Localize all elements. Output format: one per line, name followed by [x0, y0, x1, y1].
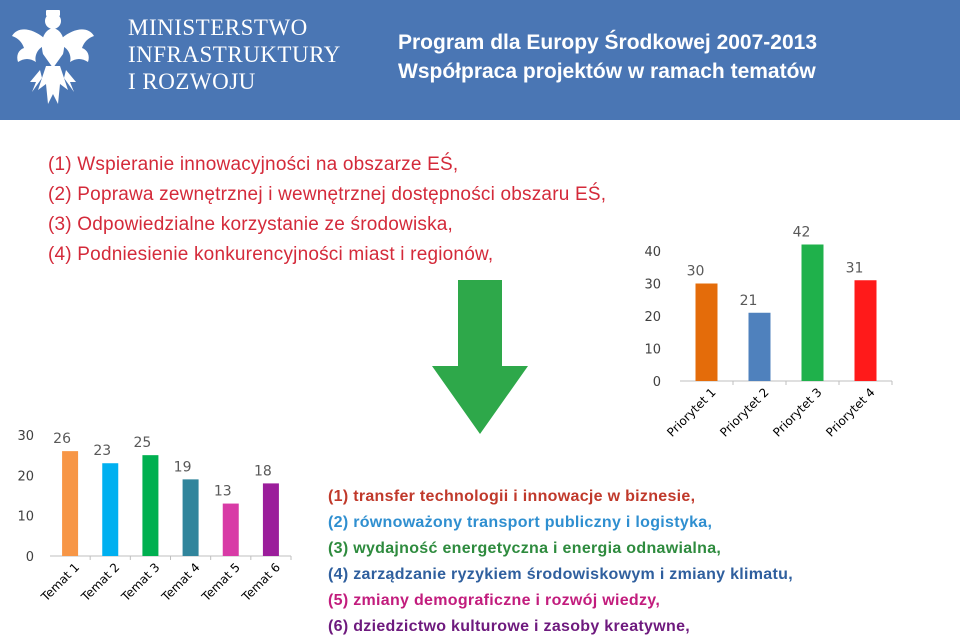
ministry-line-1: MINISTERSTWO [128, 15, 308, 40]
theme-category-label: Temat 3 [118, 560, 163, 604]
theme-bar [223, 504, 239, 556]
priority-data-label: 31 [845, 260, 864, 277]
priority-ytick-label: 10 [644, 342, 661, 358]
priority-category-label: Priorytet 3 [770, 385, 825, 440]
theme-bar [142, 455, 158, 556]
theme-ytick-label: 0 [25, 550, 34, 565]
priority-category-label: Priorytet 2 [717, 385, 772, 440]
theme-data-label: 13 [213, 483, 232, 500]
ministry-line-3: I ROZWOJU [128, 69, 256, 94]
theme-ytick-label: 10 [17, 509, 34, 525]
ministry-line-2: INFRASTRUKTURY [128, 42, 341, 67]
priority-item-1: (1) Wspieranie innowacyjności na obszarze EŚ, [48, 154, 459, 175]
theme-ytick-label: 20 [17, 469, 34, 485]
theme-category-label: Temat 5 [199, 560, 243, 604]
theme-item-1: (1) transfer technologii i innowacje w biznesie, [328, 488, 696, 505]
theme-category-label: Temat 1 [38, 560, 83, 604]
theme-bar [263, 483, 279, 556]
priority-data-label: 30 [686, 263, 705, 280]
theme-item-2: (2) równoważony transport publiczny i logistyka, [328, 514, 713, 531]
priority-item-2: (2) Poprawa zewnętrznej i wewnętrznej dostępności obszaru EŚ, [48, 184, 607, 205]
theme-bar [102, 463, 118, 556]
theme-bar [183, 479, 199, 556]
theme-data-label: 26 [53, 431, 71, 448]
theme-item-6: (6) dziedzictwo kulturowe i zasoby kreatywne, [328, 618, 691, 635]
theme-data-label: 18 [254, 463, 272, 480]
priority-ytick-label: 40 [644, 245, 661, 260]
priority-data-label: 42 [792, 224, 811, 241]
theme-category-label: Temat 4 [158, 560, 203, 604]
theme-data-label: 23 [93, 443, 112, 460]
theme-bar [62, 451, 78, 556]
theme-item-3: (3) wydajność energetyczna i energia odnawialna, [328, 540, 722, 557]
theme-data-label: 25 [133, 435, 152, 452]
priority-ytick-label: 30 [644, 277, 661, 293]
theme-category-label: Temat 2 [78, 560, 123, 604]
priority-category-label: Priorytet 1 [664, 385, 719, 440]
theme-item-4: (4) zarządzanie ryzykiem środowiskowym i zmiany klimatu, [328, 566, 793, 583]
theme-category-label: Temat 6 [239, 560, 284, 604]
priority-data-label: 21 [739, 292, 758, 309]
priority-ytick-label: 0 [652, 375, 661, 390]
theme-ytick-label: 30 [17, 429, 34, 444]
title-line-2: Współpraca projektów w ramach tematów [398, 60, 816, 83]
priority-category-label: Priorytet 4 [823, 385, 878, 440]
theme-data-label: 19 [173, 459, 192, 476]
priority-ytick-label: 20 [644, 310, 661, 325]
theme-item-5: (5) zmiany demograficzne i rozwój wiedzy, [328, 592, 661, 609]
priority-item-4: (4) Podniesienie konkurencyjności miast i regionów, [48, 244, 494, 265]
priority-item-3: (3) Odpowiedzialne korzystanie ze środowiska, [48, 214, 454, 235]
title-line-1: Program dla Europy Środkowej 2007-2013 [398, 31, 817, 54]
